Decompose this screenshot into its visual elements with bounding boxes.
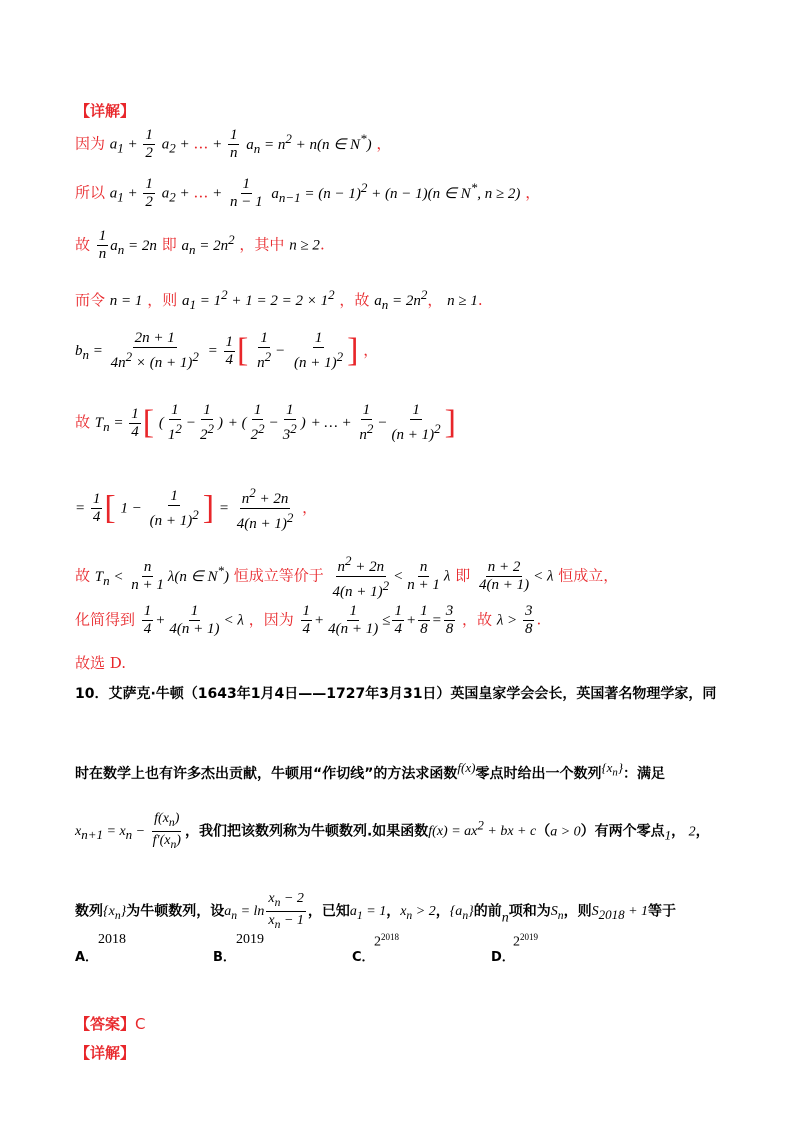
text: ：满足 xyxy=(623,766,666,782)
text: ，其中 xyxy=(239,235,285,254)
text: ， xyxy=(302,498,318,517)
text: 恒成立， xyxy=(558,566,619,585)
solution-line-6: 故 $T_n$ = $\frac{1}{4}$ [ ( $\frac{1}{1^2}$ − $\frac{1}{2^2}$ ) + ( $\frac{1}{2^2}$ − $\frac{1}{3^2}$ ) + … + $\frac{1}{n^2}$ − $\frac{1}{(n + 1)^2}$ ] xyxy=(75,402,456,443)
text: 所以 xyxy=(75,183,106,202)
option-b-label: B． xyxy=(213,950,236,965)
solution-line-9: 化简得到 $\frac{1}{4}$ + $\frac{1}{4(n + 1)}$ < λ ，因为 $\frac{1}{4}$ + $\frac{1}{4(n + 1)}$ ≤ $\frac{1}{4}$ + $\frac{1}{8}$ = $\frac{3}{8}$ ，故 λ > $\frac{3}{8}$ . xyxy=(75,603,542,637)
text: 2 xyxy=(374,934,381,950)
solution-line-5: $b_n$ = $\frac{2n + 1}{4n^2 \times (n + 1)^2}$ = $\frac{1}{4}$ [ $\frac{1}{n^2}$ − $\frac{1}{(n + 1)^2}$ ] ， xyxy=(75,330,379,371)
text: 2019 xyxy=(520,932,538,942)
text: （ xyxy=(536,823,551,840)
text: ， xyxy=(363,341,379,359)
solution-line-4: 而令 n = 1 ，则 $a_1 = 1^2 + 1 = 2 = 2 \times 1^2$ ，故 $a_n = 2n^2$， n ≥ 1. xyxy=(75,287,483,312)
detail-heading-2: 【详解】 xyxy=(75,1044,136,1062)
answer-value: C xyxy=(135,1015,146,1033)
text: . xyxy=(536,610,542,629)
answer-line xyxy=(75,1013,146,1034)
text: . xyxy=(477,291,483,309)
text: ）有两个零点 xyxy=(580,823,665,840)
text: 故 xyxy=(75,566,91,585)
text: 时在数学上也有许多杰出贡献，牛顿用“作切线”的方法求函数 xyxy=(75,766,458,782)
text: 故 xyxy=(75,413,91,431)
text: ， xyxy=(386,903,401,920)
text: ，则 xyxy=(147,291,178,309)
text: ， xyxy=(376,134,392,153)
text: 而令 xyxy=(75,291,106,309)
detail-heading: 【详解】 xyxy=(75,102,136,120)
text: 2018 xyxy=(381,932,399,942)
text: 即 xyxy=(455,566,471,585)
text: 即 xyxy=(161,235,177,254)
text: 零点时给出一个数列 xyxy=(475,766,602,782)
text: ，已知 xyxy=(307,903,350,920)
text: 故 xyxy=(75,235,91,254)
text: ，故 xyxy=(339,291,370,309)
solution-line-8: 故 $T_n$ < $\frac{n}{n + 1}$ λ(n ∈ N*) 恒成立等价于 $\frac{n^2 + 2n}{4(n + 1)^2}$ < $\frac{n}{n + 1}$ λ 即 $\frac{n + 2}{4(n + 1)}$ < λ 恒成立， xyxy=(75,553,619,600)
answer-label: 【答案】 xyxy=(75,1015,136,1033)
text: 数列 xyxy=(75,903,103,920)
option-c-value xyxy=(374,932,399,951)
solution-line-1: 因为 $a_1$ + $\frac{1}{2}$ $a_2$ + … + $\frac{1}{n}$ $a_n = n^2 + n(n$ ∈ N*) ， xyxy=(75,127,392,161)
question-10-line-3: $x_{n+1} = x_n$ − $\frac{f(x_n)}{f'(x_n)}$ ，我们把该数列称为牛顿数列.如果函数$f(x) = ax^2$ + bx + c（a > 0）有两个零点1， 2， xyxy=(75,811,710,851)
text: ，我们把该数列称为牛顿数列.如果函数 xyxy=(184,823,429,840)
question-10-line-2: 时在数学上也有许多杰出贡献，牛顿用“作切线”的方法求函数f(x)零点时给出一个数列$\{x_n\}$：满足 xyxy=(75,760,666,782)
solution-line-3: 故 $\frac{1}{n}$ $a_n = 2n$ 即 $a_n = 2n^2$ ，其中 n ≥ 2. xyxy=(75,228,325,262)
answer-choice-text: 故选 D. xyxy=(75,654,127,672)
text: ， xyxy=(671,823,686,840)
text: ， xyxy=(525,183,541,202)
option-a-value: 2018 xyxy=(98,932,126,947)
question-10-line-1: 10．艾萨克·牛顿（1643年1月4日——1727年3月31日）英国皇家学会会长，英国著名物理学家，同 xyxy=(75,686,717,702)
text: ，则 xyxy=(563,903,592,920)
text: ，故 xyxy=(462,610,493,629)
solution-line-2: 所以 $a_1$ + $\frac{1}{2}$ $a_2$ + … + $\frac{1}{n - 1}$ $a_{n-1} = (n - 1)^2 + (n - 1)(n$ ∈ N*, n ≥ 2) ， xyxy=(75,176,541,210)
question-10-line-4: 数列$\{x_n\}$为牛顿数列，设$a_n = \ln$ $\frac{x_n - 2}{x_n - 1}$ ，已知$a_1 = 1$，$x_n > 2$，$\{a_n\}$的前n项和为$S_n$，则$S_{2018} + 1$等于 xyxy=(75,891,677,931)
text: . xyxy=(319,235,325,254)
text: ，因为 xyxy=(248,610,294,629)
text: ， xyxy=(435,903,450,920)
option-c-label: C． xyxy=(352,950,375,965)
text: 为牛顿数列，设 xyxy=(126,903,225,920)
text: 等于 xyxy=(648,903,677,920)
text: 因为 xyxy=(75,134,106,153)
text: 项和为 xyxy=(508,903,551,920)
text: 2 xyxy=(513,934,520,950)
option-a-label: A． xyxy=(75,950,99,965)
option-b-value: 2019 xyxy=(236,932,264,947)
text: 化简得到 xyxy=(75,610,136,629)
solution-line-7: = $\frac{1}{4}$ [ 1 − $\frac{1}{(n + 1)^2}$ ] = $\frac{n^2 + 2n}{4(n + 1)^2}$ ， xyxy=(75,485,318,532)
option-d-value xyxy=(513,932,538,951)
text: 恒成立等价于 xyxy=(233,566,324,585)
option-d-label: D． xyxy=(491,950,515,965)
text: 的前 xyxy=(473,903,502,920)
